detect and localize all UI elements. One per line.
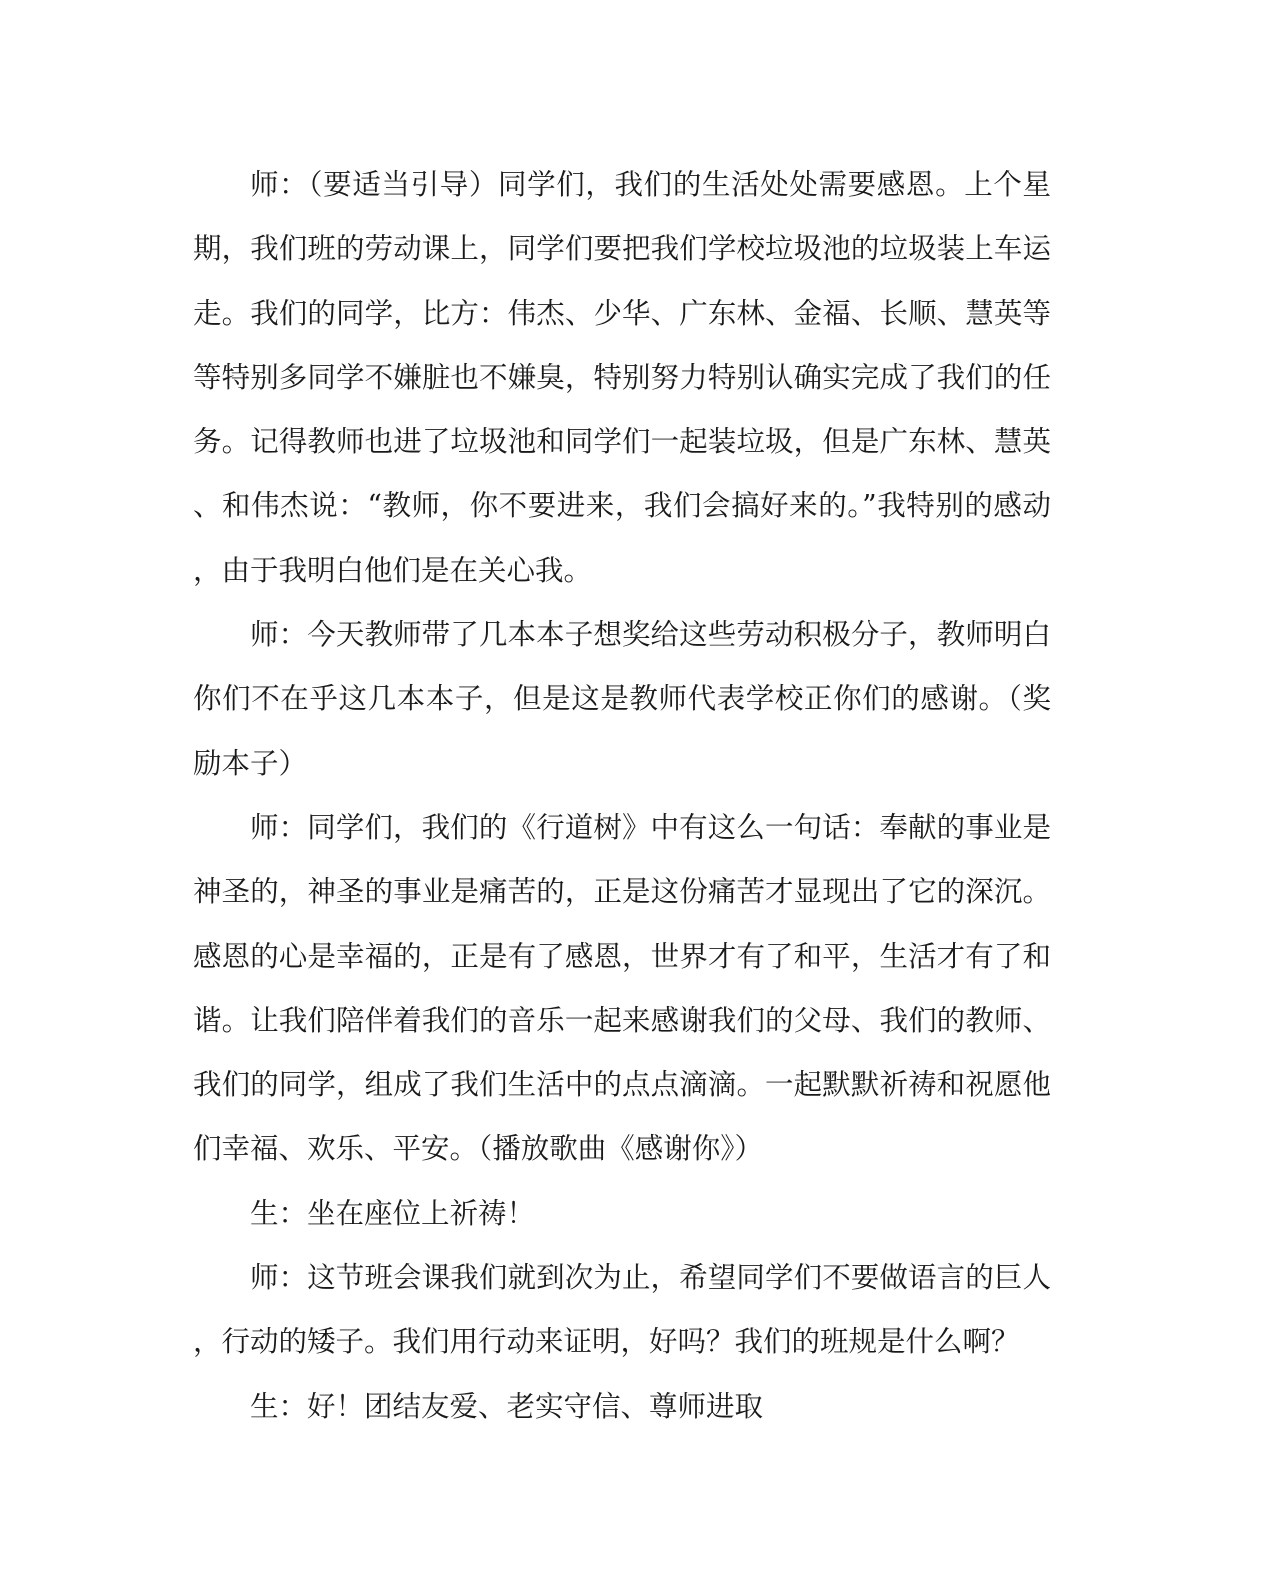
paragraph-teacher-xingdaoshu-quote: 师：同学们，我们的《行道树》中有这么一句话：奉献的事业是神圣的，神圣的事业是痛苦的，正是这份痛苦才显现出了它的深沉。感恩的心是幸福的，正是有了感恩，世界才有了和平，生活才有了和谐。让我们陪伴着我们的音乐一起来感谢我们的父母、我们的教师、我们的同学，组成了我们生活中的点点滴滴。一起默默祈祷和祝愿他们幸福、欢乐、平安。（播放歌曲《感谢你》） <box>193 810 1051 1166</box>
paragraph-teacher-gratitude-story: 师：（要适当引导）同学们，我们的生活处处需要感恩。上个星期，我们班的劳动课上，同学们要把我们学校垃圾池的垃圾装上车运走。我们的同学，比方：伟杰、少华、广东林、金福、长顺、慧英等等特别多同学不嫌脏也不嫌臭，特别努力特别认确实完成了我们的任务。记得教师也进了垃圾池和同学们一起装垃圾，但是广东林、慧英、和伟杰说：“教师，你不要进来，我们会搞好来的。”我特别的感动，由于我明白他们是在关心我。 <box>193 168 1051 587</box>
paragraph-teacher-reward-notebooks: 师：今天教师带了几本本子想奖给这些劳动积极分子，教师明白你们不在乎这几本本子，但是这是教师代表学校正你们的感谢。（奖励本子） <box>193 618 1051 780</box>
paragraph-student-pray: 生：坐在座位上祈祷！ <box>250 1196 536 1230</box>
paragraph-teacher-closing: 师：这节班会课我们就到次为止，希望同学们不要做语言的巨人，行动的矮子。我们用行动来证明，好吗？我们的班规是什么啊？ <box>193 1261 1051 1359</box>
document-body <box>193 153 1051 1439</box>
paragraph-student-class-rules: 生：好！团结友爱、老实守信、尊师进取 <box>250 1389 764 1423</box>
